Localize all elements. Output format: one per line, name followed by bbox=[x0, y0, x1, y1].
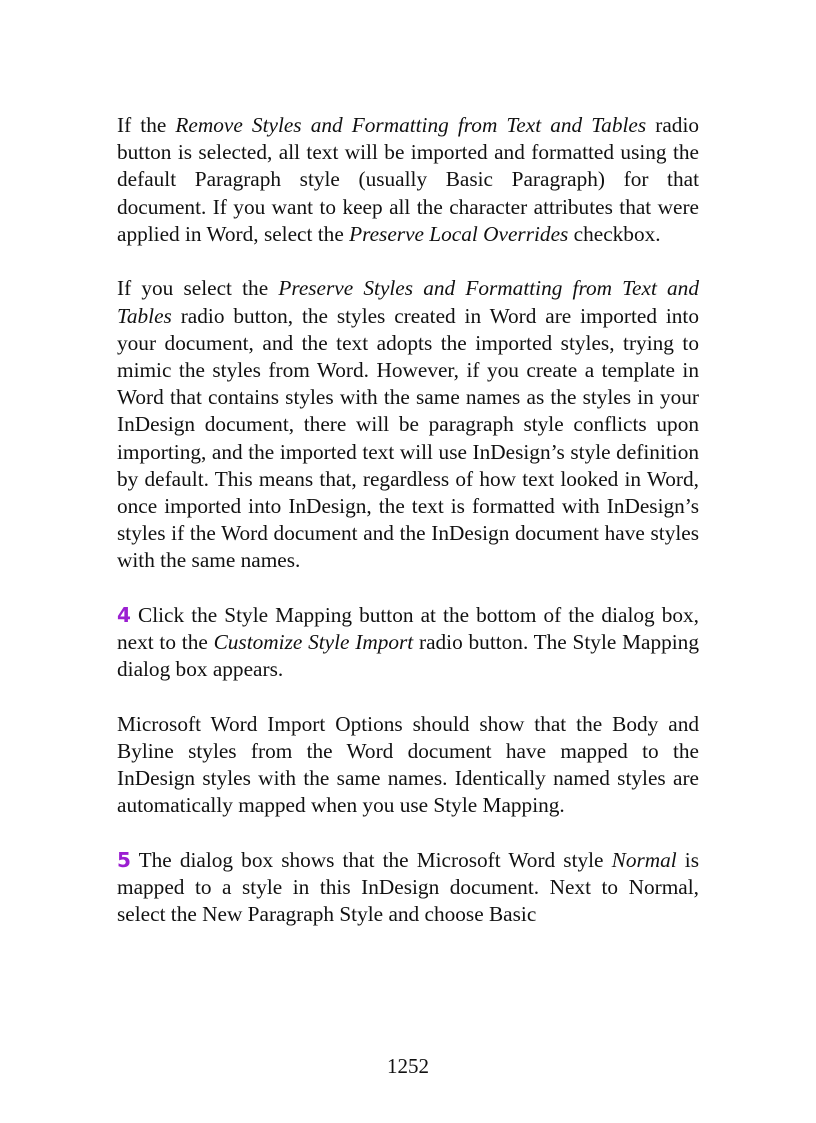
italic-run: Customize Style Import bbox=[213, 630, 414, 655]
paragraph-3 bbox=[117, 602, 699, 684]
text-run: Microsoft Word Import Options should show that the Body and Byline styles from the Word document have mapped to the InDesign styles with the same names. Identically named styles are automatically mapped when you use Style Mapping. bbox=[117, 711, 699, 818]
text-run: is mapped to a style in this InDesign document. Next to Normal, select the New Paragraph Style and choose Basic bbox=[117, 847, 700, 927]
text-run: The dialog box shows that the Microsoft Word style bbox=[130, 847, 612, 872]
text-run: radio button, the styles created in Word are imported into your document, and the text adopts the imported styles, trying to mimic the styles from Word. However, if you create a template in Word that contains styles with the same names as the styles in your InDesign document, there will be paragraph style conflicts upon importing, and the imported text will use InDesign’s style definition by default. This means that, regardless of how text looked in Word, once imported into InDesign, the text is formatted with InDesign’s styles if the Word document and the InDesign document have styles with the same names. bbox=[117, 303, 699, 573]
paragraph-2 bbox=[117, 275, 699, 574]
text-run: radio button is selected, all text will be imported and formatted using the default Paragraph style (usually Basic Paragraph) for that document. If you want to keep all the character attributes that were applied in Word, select the bbox=[117, 113, 700, 246]
step-number: 4 bbox=[117, 602, 131, 627]
text-run: Click the Style Mapping button at the bottom of the dialog box, next to the bbox=[117, 602, 699, 655]
italic-run: Remove Styles and Formatting from Text and Tables bbox=[175, 113, 647, 137]
italic-run: Normal bbox=[611, 847, 677, 872]
page-number: 1252 bbox=[387, 1054, 429, 1078]
text-run: If the bbox=[117, 113, 176, 137]
paragraph-5 bbox=[117, 847, 699, 929]
italic-run: Preserve Styles and Formatting from Text and Tables bbox=[117, 276, 699, 328]
text-run: radio button. The Style Mapping dialog box appears. bbox=[117, 630, 699, 682]
text-run: checkbox. bbox=[568, 221, 661, 246]
paragraph-1 bbox=[117, 112, 699, 248]
step-number: 5 bbox=[117, 847, 131, 872]
text-run: If you select the bbox=[117, 276, 279, 301]
paragraph-4 bbox=[117, 711, 699, 820]
italic-run: Preserve Local Overrides bbox=[349, 221, 569, 246]
page-body bbox=[117, 112, 699, 956]
